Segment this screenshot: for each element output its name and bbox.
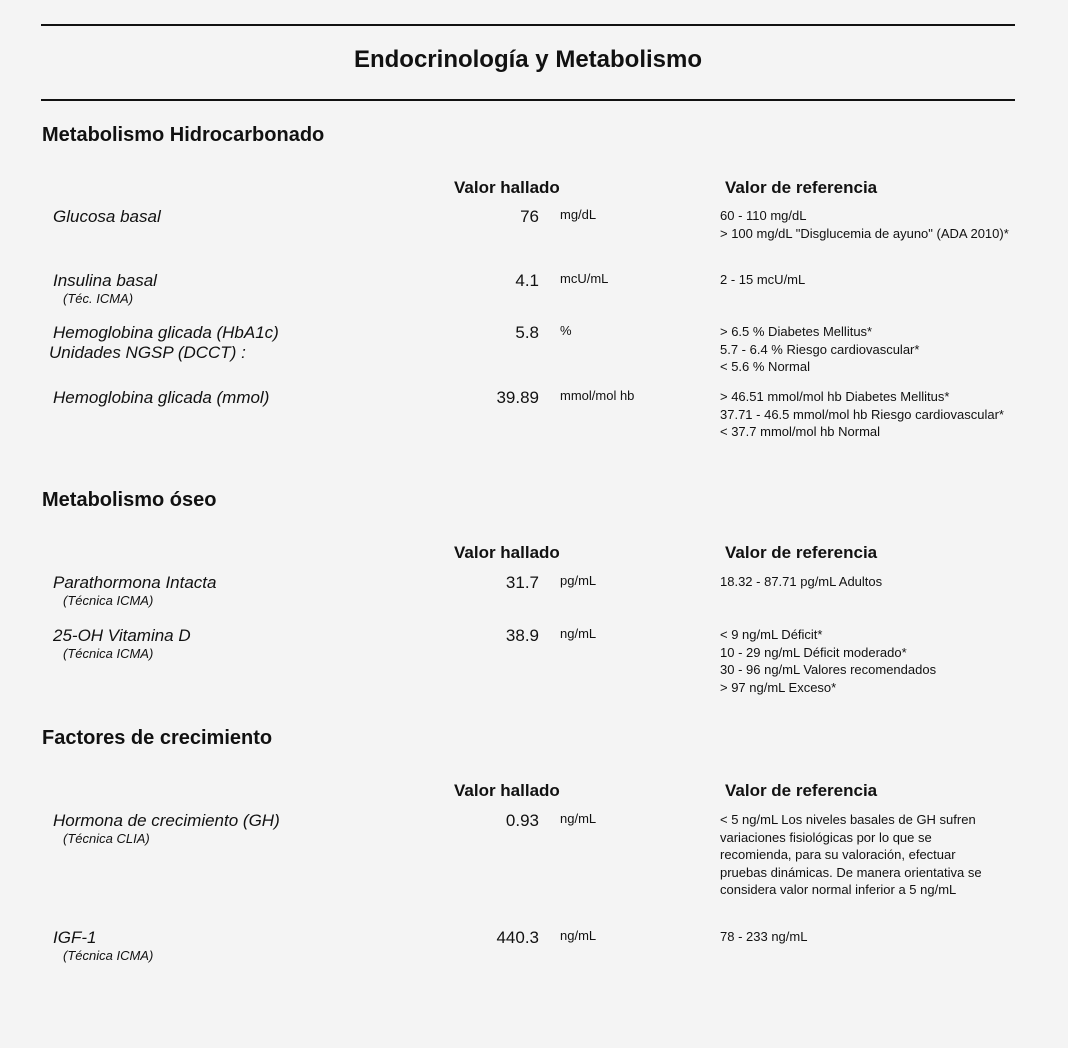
result-value: 76: [520, 207, 539, 226]
reference-range: 18.32 - 87.71 pg/mL Adultos: [720, 574, 883, 589]
result-value: 31.7: [505, 573, 539, 592]
result-unit: ng/mL: [560, 811, 597, 826]
column-header-reference: Valor de referencia: [725, 178, 878, 197]
result-unit: pg/mL: [560, 573, 597, 588]
result-value: 5.8: [515, 323, 539, 342]
section-title: Metabolismo óseo: [42, 489, 217, 511]
test-technique: (Técnica CLIA): [63, 831, 150, 846]
column-header-found: Valor hallado: [454, 543, 560, 562]
top-rule: [41, 24, 1015, 26]
reference-range: 60 - 110 mg/dL > 100 mg/dL "Disglucemia de ayuno" (ADA 2010)*: [720, 208, 1009, 241]
result-unit: mmol/mol hb: [560, 388, 635, 403]
test-name: Insulina basal: [53, 271, 157, 290]
result-value: 4.1: [515, 271, 539, 290]
result-unit: ng/mL: [560, 928, 597, 943]
result-value: 38.9: [505, 626, 539, 645]
result-value: 440.3: [496, 928, 539, 947]
result-value: 39.89: [496, 388, 539, 407]
result-unit: mg/dL: [560, 207, 597, 222]
test-technique: (Técnica ICMA): [63, 948, 154, 963]
test-name: Hormona de crecimiento (GH): [53, 811, 280, 830]
result-unit: mcU/mL: [560, 271, 609, 286]
test-technique: (Téc. ICMA): [63, 291, 134, 306]
section-title: Metabolismo Hidrocarbonado: [42, 124, 325, 146]
reference-range: 78 - 233 ng/mL: [720, 929, 808, 944]
column-header-found: Valor hallado: [454, 781, 560, 800]
test-name: Hemoglobina glicada (mmol): [53, 388, 270, 407]
test-name: Glucosa basal: [53, 207, 161, 226]
test-name: 25-OH Vitamina D: [53, 626, 191, 645]
reference-range: < 9 ng/mL Déficit* 10 - 29 ng/mL Déficit moderado* 30 - 96 ng/mL Valores recomendados > 97 ng/mL Exceso*: [720, 627, 937, 695]
reference-range: > 46.51 mmol/mol hb Diabetes Mellitus* 37.71 - 46.5 mmol/mol hb Riesgo cardiovascular* < 37.7 mmol/mol hb Normal: [720, 389, 1004, 439]
test-units-label: Unidades NGSP (DCCT) :: [49, 343, 246, 362]
reference-range: 2 - 15 mcU/mL: [720, 272, 806, 287]
column-header-found: Valor hallado: [454, 178, 560, 197]
result-value: 0.93: [505, 811, 539, 830]
test-name: Hemoglobina glicada (HbA1c): [53, 323, 279, 342]
column-header-reference: Valor de referencia: [725, 543, 878, 562]
section-title: Factores de crecimiento: [42, 727, 273, 749]
result-unit: %: [560, 323, 572, 338]
column-header-reference: Valor de referencia: [725, 781, 878, 800]
reference-range: < 5 ng/mL Los niveles basales de GH sufren variaciones fisiológicas por lo que se recomienda, para su valoración, efectuar pruebas dinámicas. De manera orientativa se considera valor normal inferior a 5 ng/mL: [720, 812, 982, 897]
test-name: Parathormona Intacta: [53, 573, 217, 592]
test-name: IGF-1: [53, 928, 97, 947]
reference-range: > 6.5 % Diabetes Mellitus* 5.7 - 6.4 % Riesgo cardiovascular* < 5.6 % Normal: [720, 324, 920, 374]
test-technique: (Técnica ICMA): [63, 646, 154, 661]
result-unit: ng/mL: [560, 626, 597, 641]
title-rule: [41, 99, 1015, 101]
page-title: Endocrinología y Metabolismo: [353, 46, 703, 73]
test-technique: (Técnica ICMA): [63, 593, 154, 608]
